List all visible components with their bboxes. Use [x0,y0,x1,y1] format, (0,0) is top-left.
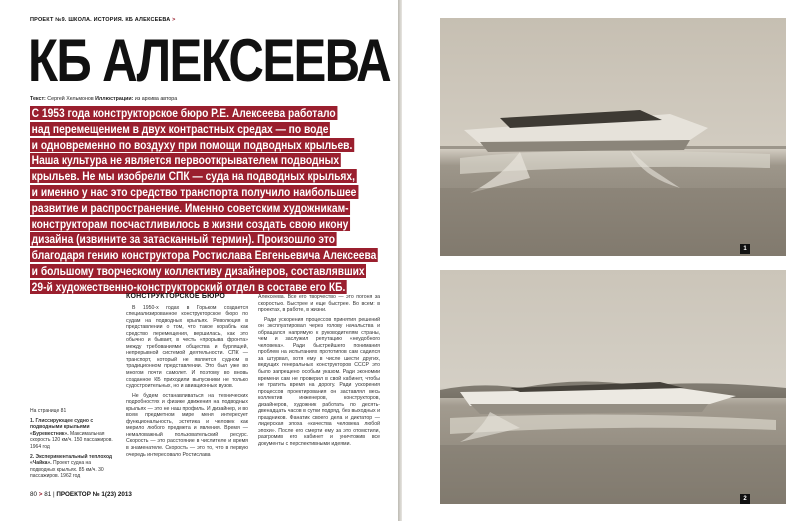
body-column-2 [258,294,380,451]
lead-paragraph [30,106,391,296]
folio-sep: > [38,491,43,498]
caption-2-text: Проект судна на подводных крыльях. 85 км/ч. 30 пассажиров. 1962 год [30,460,104,480]
chaika-boat-image [440,270,786,504]
body-paragraph: В 1950-х годах в Горьком создается специализированное конструкторское бюро по судам на подводных крыльях. Революция в представлении о том, что такое корабль как средство перемещения, вершилась, как это обычно и бывает, в честь «прорыва фронта» между требованиями общества и бурлящей, непрерывной системой деятельности. СПК — транспорт, который не является судном в традиционном представлении. Это был уже во многом почти самолет. И поэтому во вновь созданное КБ приходили выпускники не только судостроительных, но и авиационных вузов. [126,304,248,390]
photo-captions [30,408,116,483]
byline-text-label: Текст: [30,96,46,102]
folio-right: 81 [44,491,52,498]
folio-left: 80 [30,491,38,498]
breadcrumb-mark: > [172,17,176,23]
hydrofoil-photo-2 [440,270,786,504]
lead-line: конструкторам посчастливилось в жизни создать свою икону [31,216,349,231]
lead-line: Наша культура не является первооткрывателем подводных [31,153,340,168]
byline-author: Сергей Хельмонов [47,96,94,102]
byline [30,96,177,102]
lead-line: и одновременно по воздуху при помощи подводных крыльев. [31,137,353,152]
body-column-1 [126,294,248,461]
footer-bar: | [52,491,55,498]
caption-1 [30,418,116,451]
lead-line: крыльев. Не мы изобрели СПК — суда на подводных крыльях, [31,169,355,184]
body-paragraph: Алексеева. Все его творчество — это погоня за скоростью. Быстрее и еще быстрее. Во всем: в проектах, в работе, в жизни. [258,294,380,314]
left-page [0,0,398,521]
byline-illus-label: Иллюстрации: [95,96,134,102]
caption-2 [30,454,116,480]
lead-line: 29-й художественно-конструкторский отдел в составе его КБ. [31,279,346,294]
caption-2-title: 2. Экспериментальный теплоход «Чайка». [30,453,113,467]
body-paragraph: Ради ускорения процессов принятия решений он эксплуатировал через голову начальства и обращался напрямую к руководителям страны, чем и заслужил репутацию «неудобного человека». Ради быстрейшего понимания проблем на испытаниях прототипов сам садился за штурвал, хотя ему в числе шести других, ведущих генеральных конструкторов СССР это было запрещено особым указом. Ради экономии времени сам не проверил в свой кабинет, чтобы не тратить время на дорогу. Ради ускорения процессов проектирования он заставлял весь коллектив инженеров, конструкторов, дизайнеров, художник работать по десять-двенадцать часов в сутки подряд, без выходных и праздников. Фанатик своего дела и диктатор — лидерская эпоха «качества человека любой эпохи». После его смерти ему за это отомстили, разгромив его кабинет и уничтожив все документы с перспективными идеями. [258,316,380,448]
lead-line: и именно у нас это средство транспорта получило наибольшее [31,184,357,199]
section-heading: КОНСТРУКТОРСКОЕ БЮРО [126,293,226,300]
photo-number-2: 2 [740,494,750,504]
lead-line: и большому творческому коллективу дизайнеров, составлявших [31,263,365,278]
hydrofoil-photo-1 [440,18,786,256]
captions-header: На странице 81 [30,408,67,414]
magazine-name: ПРОЕКТОР № 1(23) 2013 [56,491,132,498]
photo-number-1: 1 [740,244,750,254]
article-title: КБ АЛЕКСЕЕВА [28,27,391,94]
breadcrumb [30,17,176,23]
lead-line: дизайна (извините за затасканный термин). Произошло это [31,232,336,247]
caption-1-text: Максимальная скорость 120 км/ч. 150 пассажиров. 1964 год [30,430,113,450]
byline-illus-source: из архива автора [134,96,178,102]
page-footer [30,491,132,498]
lead-line: развитие и распространение. Именно советским художникам- [31,200,349,215]
lead-line: С 1953 года конструкторское бюро Р.Е. Алексеева работало [31,106,336,120]
body-paragraph: Не будем останавливаться на технических подробностях и физике движения на подводных крыльях — это не наш профиль. И дизайнер, и во всем предметном мире меня интересует функциональность, эстетика и человек как мерило любого предмета и явления. Время — немаловажный пользовательский ресурс. Скорость — это расстояние в числителе и время в знаменателе. Скорость — это то, что в первую очередь интересовало Ростислава [126,392,248,458]
lead-line: благодаря гению конструктора Ростислава Евгеньевича Алексеева [31,248,377,263]
breadcrumb-text: ПРОЕКТ №9. ШКОЛА. ИСТОРИЯ. КБ АЛЕКСЕЕВА [30,17,171,23]
caption-1-title: 1. Глиссирующее судно с подводными крыльями «Буревестник». [30,417,94,437]
right-page [402,0,800,521]
hydrofoil-boat-image [440,18,786,256]
lead-line: над перемещением в двух контрастных средах — по воде [31,121,329,136]
